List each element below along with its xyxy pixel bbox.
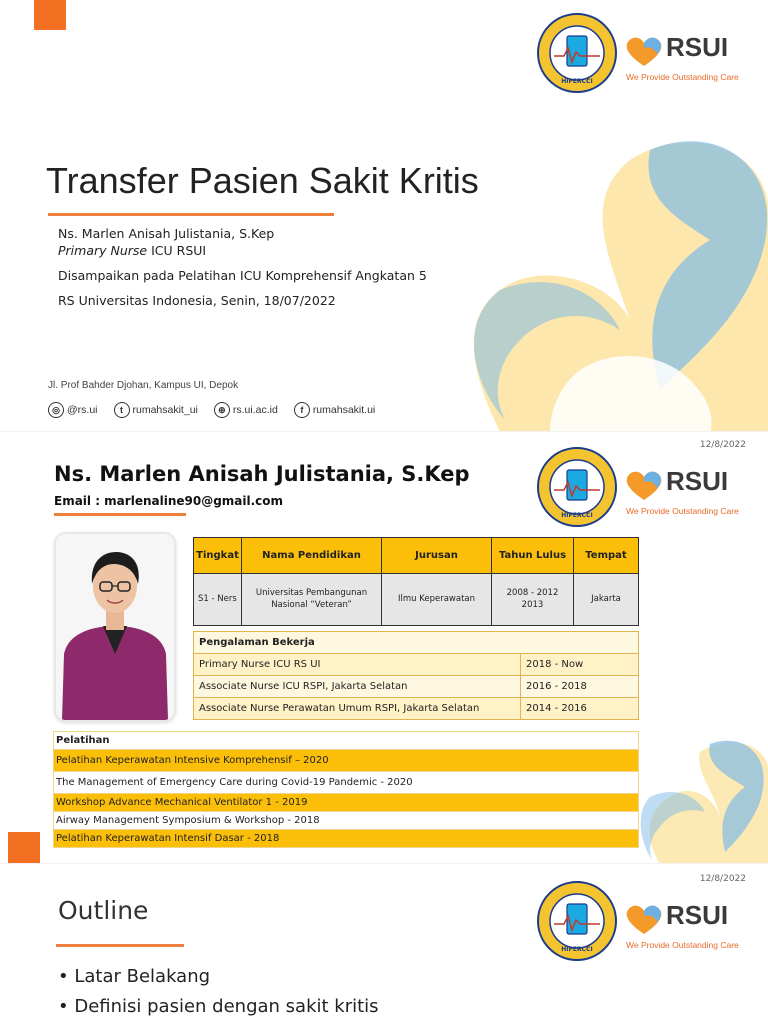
presenter-role: [58, 243, 206, 258]
social-twitter[interactable]: [114, 402, 198, 418]
social-instagram-text: @rs.ui: [67, 404, 98, 416]
table-row: [194, 698, 639, 720]
heart-decoration: [460, 120, 768, 432]
rsui-logo: [624, 32, 754, 82]
col-jurusan: Jurusan: [382, 538, 492, 574]
outline-title: Outline: [58, 896, 149, 925]
social-links: [48, 402, 375, 418]
experience-role: Associate Nurse Perawatan Umum RSPI, Jakarta Selatan: [194, 698, 521, 720]
outline-slide: [0, 864, 768, 1024]
experience-years: 2018 - Now: [521, 654, 639, 676]
social-twitter-text: rumahsakit_ui: [132, 404, 198, 416]
logo-group: [536, 446, 756, 536]
svg-text:HIPERCCI: HIPERCCI: [561, 512, 593, 519]
hipercci-seal-logo: [536, 12, 618, 94]
orange-square-decoration: [34, 0, 66, 30]
globe-icon: ⊕: [214, 402, 230, 418]
rsui-heart-icon: [624, 468, 664, 502]
bullet-item: • Definisi pasien dengan sakit kritis: [58, 996, 379, 1017]
social-facebook[interactable]: [294, 402, 375, 418]
col-tahun-lulus: Tahun Lulus: [492, 538, 574, 574]
experience-role: Associate Nurse ICU RSPI, Jakarta Selatan: [194, 676, 521, 698]
portrait-illustration: [56, 534, 174, 720]
heart-decoration-small: [640, 732, 768, 864]
experience-role: Primary Nurse ICU RS UI: [194, 654, 521, 676]
experience-years: 2014 - 2016: [521, 698, 639, 720]
experience-table: [193, 631, 639, 720]
facebook-icon: f: [294, 402, 310, 418]
twitter-icon: t: [114, 402, 130, 418]
rsui-logo: [624, 466, 754, 516]
rsui-heart-icon: [624, 34, 664, 68]
rsui-tagline: We Provide Outstanding Care: [626, 72, 739, 82]
training-header-row: [54, 732, 639, 750]
table-row: [54, 812, 639, 830]
col-tempat: Tempat: [574, 538, 639, 574]
role-rest: ICU RSUI: [147, 243, 207, 258]
training-table: [53, 731, 639, 848]
svg-text:HIPERCCI: HIPERCCI: [561, 946, 593, 953]
cell-tingkat: S1 - Ners: [194, 574, 242, 626]
presenter-name: Ns. Marlen Anisah Julistania, S.Kep: [58, 226, 275, 241]
outline-underline: [56, 944, 184, 947]
address: Jl. Prof Bahder Djohan, Kampus UI, Depok: [48, 380, 239, 391]
profile-name: Ns. Marlen Anisah Julistania, S.Kep: [54, 462, 470, 486]
bullet-text: Latar Belakang: [74, 966, 211, 987]
presentation-title: Transfer Pasien Sakit Kritis: [46, 160, 479, 201]
training-item: The Management of Emergency Care during Covid-19 Pandemic - 2020: [54, 772, 639, 794]
table-row: [54, 794, 639, 812]
email-underline: [54, 513, 186, 516]
instagram-icon: ◎: [48, 402, 64, 418]
table-row: [194, 574, 639, 626]
logo-group: [536, 12, 756, 102]
training-item: Pelatihan Keperawatan Intensive Komprehensif – 2020: [54, 750, 639, 772]
svg-text:HIPERCCI: HIPERCCI: [561, 78, 593, 85]
rsui-tagline: We Provide Outstanding Care: [626, 506, 739, 516]
title-underline: [48, 213, 334, 216]
cell-nama-pendidikan: Universitas Pembangunan Nasional “Veteran”: [242, 574, 382, 626]
hipercci-seal-logo: [536, 880, 618, 962]
experience-header: Pengalaman Bekerja: [194, 632, 639, 654]
col-tingkat: Tingkat: [194, 538, 242, 574]
cell-tempat: Jakarta: [574, 574, 639, 626]
rsui-wordmark: RSUI: [666, 32, 729, 62]
table-row: [54, 830, 639, 848]
table-row: [194, 654, 639, 676]
rsui-logo: [624, 900, 754, 950]
col-nama-pendidikan: Nama Pendidikan: [242, 538, 382, 574]
role-italic: Primary Nurse: [58, 243, 148, 258]
training-header: Pelatihan: [54, 732, 639, 750]
training-item: Pelatihan Keperawatan Intensif Dasar - 2018: [54, 830, 639, 848]
social-website[interactable]: [214, 402, 278, 418]
cell-jurusan: Ilmu Keperawatan: [382, 574, 492, 626]
venue-date-line: RS Universitas Indonesia, Senin, 18/07/2022: [58, 293, 336, 308]
social-website-text: rs.ui.ac.id: [232, 404, 278, 416]
profile-email: Email : marlenaline90@gmail.com: [54, 494, 284, 508]
experience-header-row: [194, 632, 639, 654]
education-table: [193, 537, 639, 626]
slide-date: 12/8/2022: [699, 440, 746, 450]
slide-date: 12/8/2022: [699, 874, 746, 884]
education-header-row: [194, 538, 639, 574]
profile-photo: [54, 532, 176, 722]
rsui-wordmark: RSUI: [666, 466, 729, 496]
logo-group: [536, 880, 756, 970]
bullet-text: Definisi pasien dengan sakit kritis: [74, 996, 379, 1017]
bullet-item: • Latar Belakang: [58, 966, 211, 987]
table-row: [194, 676, 639, 698]
training-item: Workshop Advance Mechanical Ventilator 1 - 2019: [54, 794, 639, 812]
profile-slide: [0, 432, 768, 864]
orange-square-decoration: [8, 832, 40, 864]
experience-years: 2016 - 2018: [521, 676, 639, 698]
social-instagram[interactable]: [48, 402, 98, 418]
rsui-wordmark: RSUI: [666, 900, 729, 930]
title-slide: [0, 0, 768, 432]
table-row: [54, 750, 639, 772]
training-item: Airway Management Symposium & Workshop - 2018: [54, 812, 639, 830]
social-facebook-text: rumahsakit.ui: [312, 404, 376, 416]
rsui-heart-icon: [624, 902, 664, 936]
cell-tahun-lulus: 2008 - 2012 2013: [492, 574, 574, 626]
hipercci-seal-logo: [536, 446, 618, 528]
rsui-tagline: We Provide Outstanding Care: [626, 940, 739, 950]
event-line: Disampaikan pada Pelatihan ICU Komprehensif Angkatan 5: [58, 268, 427, 283]
table-row: [54, 772, 639, 794]
